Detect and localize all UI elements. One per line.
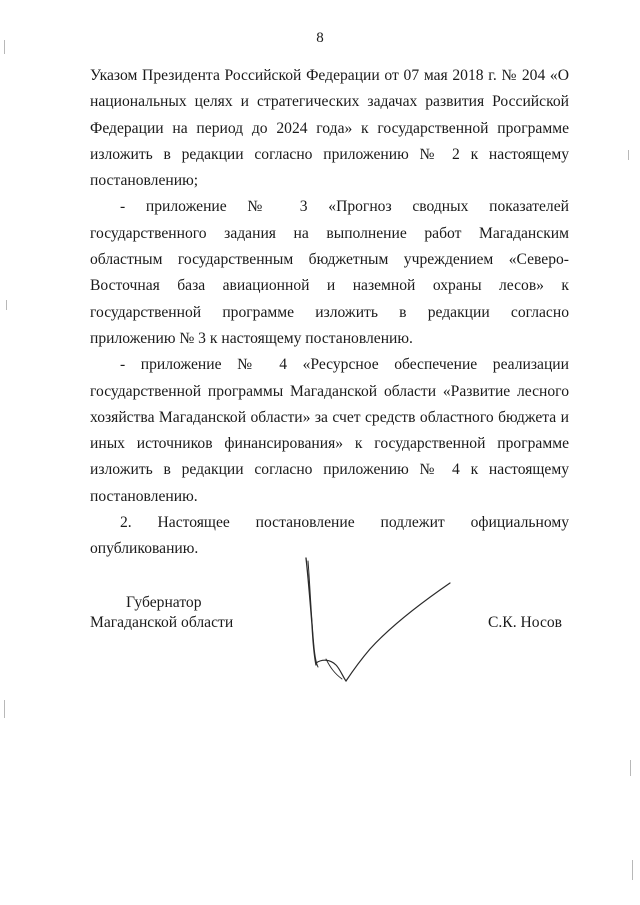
scan-artifact [632, 860, 633, 880]
paragraph-appendix-3: - приложение № 3 «Прогноз сводных показателей государственного задания на выполнение работ Магаданским областным государственным бюджетным учреждением «Северо-Восточная база авиационной и наземной охраны лесов» к государственной программе изложить в редакции согласно приложению № 3 к настоящему постановлению. [90, 198, 569, 347]
scan-artifact [4, 40, 5, 54]
signatory-position-line-2: Магаданской области [90, 614, 234, 631]
scan-artifact [630, 760, 631, 776]
paragraph-1: Указом Президента Российской Федерации от 07 мая 2018 г. № 204 «О национальных целях и стратегических задачах развития Российской Федерации на период до 2024 года» к государственной программе изложить в редакции согласно приложению № 2 к настоящему постановлению; [90, 67, 569, 190]
signatory-name: С.К. Носов [488, 614, 563, 631]
paragraph-publication: 2. Настоящее постановление подлежит официальному опубликованию. [90, 514, 569, 558]
signatory-position [90, 593, 250, 633]
scan-artifact [6, 300, 7, 310]
handwritten-signature [290, 555, 465, 695]
scan-artifact [628, 150, 629, 160]
page-number: 8 [316, 30, 324, 46]
paragraph-appendix-4: - приложение № 4 «Ресурсное обеспечение реализации государственной программы Магаданской области «Развитие лесного хозяйства Магаданской области» за счет средств областного бюджета и иных источников финансирования» к государственной программе изложить в редакции согласно приложению № 4 к настоящему постановлению. [90, 356, 569, 505]
signatory-position-line-1: Губернатор [126, 594, 202, 611]
scan-artifact [4, 700, 5, 718]
document-body [90, 63, 569, 563]
